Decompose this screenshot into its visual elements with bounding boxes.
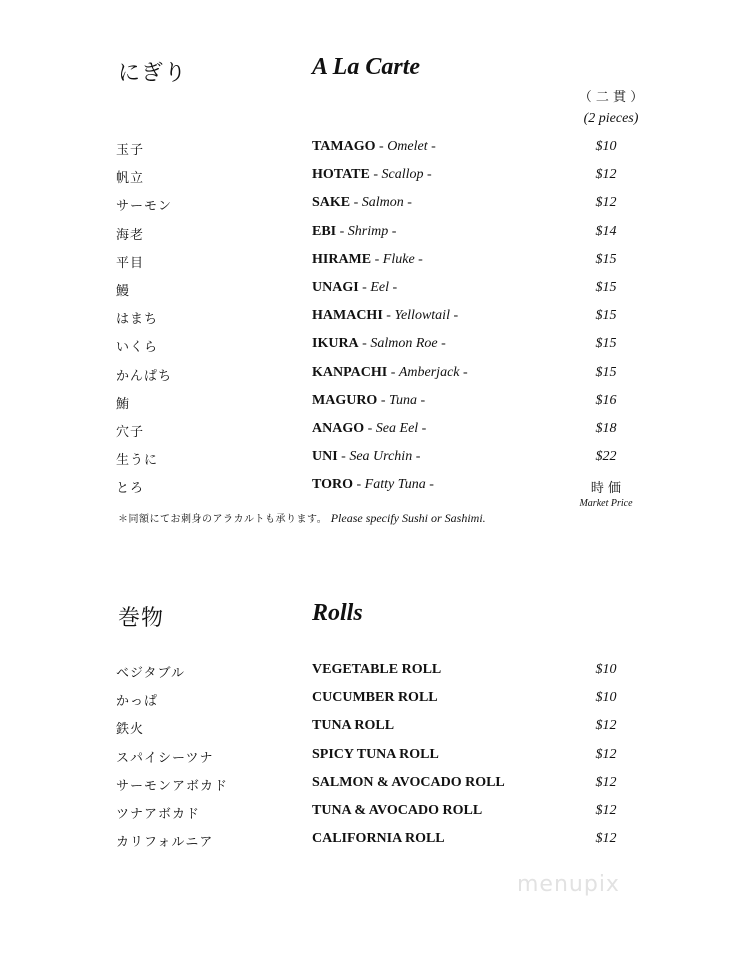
roll-name-en: SPICY TUNA ROLL bbox=[312, 746, 439, 762]
item-name-en: HOTATE bbox=[312, 167, 370, 183]
item-price: $15 bbox=[595, 336, 617, 352]
item-name-en: SAKE bbox=[312, 195, 351, 211]
roll-price: $10 bbox=[595, 662, 617, 677]
roll-jp: かっぱ bbox=[116, 694, 159, 710]
item-desc: Fluke bbox=[382, 251, 415, 267]
item-name: HIRAME - Fluke - bbox=[312, 251, 423, 267]
menu-item bbox=[0, 139, 750, 159]
item-name: IKURA - Salmon Roe - bbox=[312, 336, 446, 352]
item-jp: サーモン bbox=[116, 199, 173, 215]
carte-title-jp: にぎり bbox=[118, 61, 188, 86]
item-name: UNI - Sea Urchin - bbox=[312, 449, 421, 465]
roll-price: $12 bbox=[595, 831, 617, 847]
item-name: TAMAGO - Omelet - bbox=[312, 139, 436, 154]
roll-name bbox=[312, 662, 441, 678]
item-desc: Scallop bbox=[381, 167, 424, 183]
roll-item bbox=[0, 690, 750, 710]
item-desc: Tuna bbox=[389, 392, 418, 408]
item-jp: はまち bbox=[116, 312, 159, 328]
roll-name bbox=[312, 831, 445, 847]
item-jp: かんぱち bbox=[116, 368, 173, 384]
watermark-logo: menupix bbox=[517, 872, 620, 897]
item-desc: Fatty Tuna bbox=[364, 477, 426, 493]
item-desc: Salmon bbox=[361, 195, 404, 211]
roll-name-en: CALIFORNIA ROLL bbox=[312, 831, 445, 847]
roll-name bbox=[312, 747, 439, 763]
item-price: $18 bbox=[595, 421, 617, 436]
item-name-en: KANPACHI bbox=[312, 364, 388, 380]
menu-item bbox=[0, 449, 750, 469]
item-price: $12 bbox=[595, 167, 617, 183]
item-jp: 鮪 bbox=[116, 396, 131, 412]
pieces-en: (2 pieces) bbox=[583, 111, 639, 126]
item-desc: Sea Urchin bbox=[349, 449, 413, 465]
item-name: ANAGO - Sea Eel - bbox=[312, 421, 427, 436]
roll-name bbox=[312, 718, 394, 734]
roll-price: $10 bbox=[595, 690, 617, 706]
item-jp: とろ bbox=[116, 481, 145, 497]
carte-note bbox=[118, 510, 486, 526]
item-price: $10 bbox=[595, 139, 617, 154]
roll-item bbox=[0, 718, 750, 738]
roll-name-en: CUCUMBER ROLL bbox=[312, 690, 438, 706]
item-price: $22 bbox=[595, 449, 617, 465]
roll-item bbox=[0, 747, 750, 767]
menu-item bbox=[0, 393, 750, 413]
note-jp: ＊同額にてお刺身のアラカルトも承ります。 bbox=[118, 514, 328, 525]
menu-item bbox=[0, 421, 750, 441]
item-name-en: HIRAME bbox=[312, 251, 372, 267]
item-name-en: MAGURO bbox=[312, 392, 378, 408]
item-name-en: UNI bbox=[312, 449, 338, 465]
item-name-en: EBI bbox=[312, 223, 337, 239]
item-price: $12 bbox=[595, 195, 617, 211]
market-price-label: Market Price bbox=[579, 498, 633, 509]
item-price: $15 bbox=[595, 364, 617, 380]
item-jp: 平目 bbox=[116, 255, 145, 271]
rolls-title: Rolls bbox=[312, 600, 363, 626]
item-desc: Salmon Roe bbox=[370, 336, 438, 352]
carte-title: A La Carte bbox=[312, 54, 421, 80]
roll-name bbox=[312, 775, 505, 791]
item-name-en: UNAGI bbox=[312, 280, 359, 295]
item-name: HOTATE - Scallop - bbox=[312, 167, 432, 183]
roll-name bbox=[312, 803, 482, 819]
item-jp: 鰻 bbox=[116, 284, 131, 299]
item-desc: Amberjack bbox=[398, 364, 460, 380]
roll-jp: ツナアボカド bbox=[116, 807, 201, 822]
item-name: MAGURO - Tuna - bbox=[312, 392, 426, 408]
menu-item bbox=[0, 365, 750, 385]
item-jp: 帆立 bbox=[116, 171, 145, 187]
roll-name-en: VEGETABLE ROLL bbox=[312, 662, 442, 677]
menu-item bbox=[0, 280, 750, 300]
rolls-title-jp: 巻物 bbox=[118, 606, 165, 631]
item-price: $16 bbox=[595, 392, 617, 408]
roll-jp: スパイシーツナ bbox=[116, 750, 214, 766]
item-jp: 穴子 bbox=[116, 425, 145, 440]
menu-item bbox=[0, 224, 750, 244]
item-name: EBI - Shrimp - bbox=[312, 223, 397, 239]
item-price: $15 bbox=[595, 251, 617, 267]
item-name-en: TORO bbox=[312, 477, 353, 493]
item-price: $15 bbox=[595, 280, 617, 295]
menu-item bbox=[0, 252, 750, 272]
roll-jp: カリフォルニア bbox=[116, 835, 214, 851]
menu-item bbox=[0, 477, 750, 497]
roll-price: $12 bbox=[595, 746, 617, 762]
item-desc: Shrimp bbox=[347, 223, 389, 239]
note-en: Please specify Sushi or Sashimi. bbox=[330, 511, 486, 525]
item-name: SAKE - Salmon - bbox=[312, 195, 412, 211]
pieces-jp: （ 二 貫 ） bbox=[578, 90, 644, 105]
roll-jp: 鉄火 bbox=[116, 722, 145, 738]
roll-item bbox=[0, 803, 750, 823]
menu-item bbox=[0, 195, 750, 215]
roll-jp: ベジタブル bbox=[116, 666, 185, 681]
item-name-en: TAMAGO bbox=[312, 139, 376, 154]
roll-jp: サーモンアボカド bbox=[116, 778, 229, 794]
item-jp: 生うに bbox=[116, 453, 159, 469]
item-price: $15 bbox=[595, 308, 617, 324]
menu-item bbox=[0, 167, 750, 187]
item-desc: Eel bbox=[370, 280, 389, 295]
item-desc: Omelet bbox=[387, 139, 428, 154]
item-desc: Sea Eel bbox=[375, 421, 419, 436]
item-price: $14 bbox=[595, 223, 617, 239]
item-desc: Yellowtail bbox=[394, 308, 450, 324]
roll-item bbox=[0, 662, 750, 682]
item-name-en: IKURA bbox=[312, 336, 359, 352]
menu-item bbox=[0, 308, 750, 328]
roll-price: $12 bbox=[595, 774, 617, 790]
item-name: HAMACHI - Yellowtail - bbox=[312, 308, 459, 324]
roll-name bbox=[312, 690, 438, 706]
item-jp: 海老 bbox=[116, 227, 145, 243]
item-name-en: ANAGO bbox=[312, 421, 365, 436]
item-jp: いくら bbox=[116, 340, 159, 356]
roll-name-en: SALMON & AVOCADO ROLL bbox=[312, 774, 505, 790]
item-name: KANPACHI - Amberjack - bbox=[312, 364, 468, 380]
roll-item bbox=[0, 775, 750, 795]
item-name: UNAGI - Eel - bbox=[312, 280, 398, 295]
roll-price: $12 bbox=[595, 803, 617, 818]
roll-item bbox=[0, 831, 750, 851]
item-price: 時 価 bbox=[590, 481, 622, 497]
roll-name-en: TUNA & AVOCADO ROLL bbox=[312, 803, 483, 818]
item-name-en: HAMACHI bbox=[312, 308, 383, 324]
menu-item bbox=[0, 336, 750, 356]
item-jp: 玉子 bbox=[116, 143, 145, 158]
item-name: TORO - Fatty Tuna - bbox=[312, 477, 434, 493]
roll-price: $12 bbox=[595, 718, 617, 734]
roll-name-en: TUNA ROLL bbox=[312, 718, 395, 734]
